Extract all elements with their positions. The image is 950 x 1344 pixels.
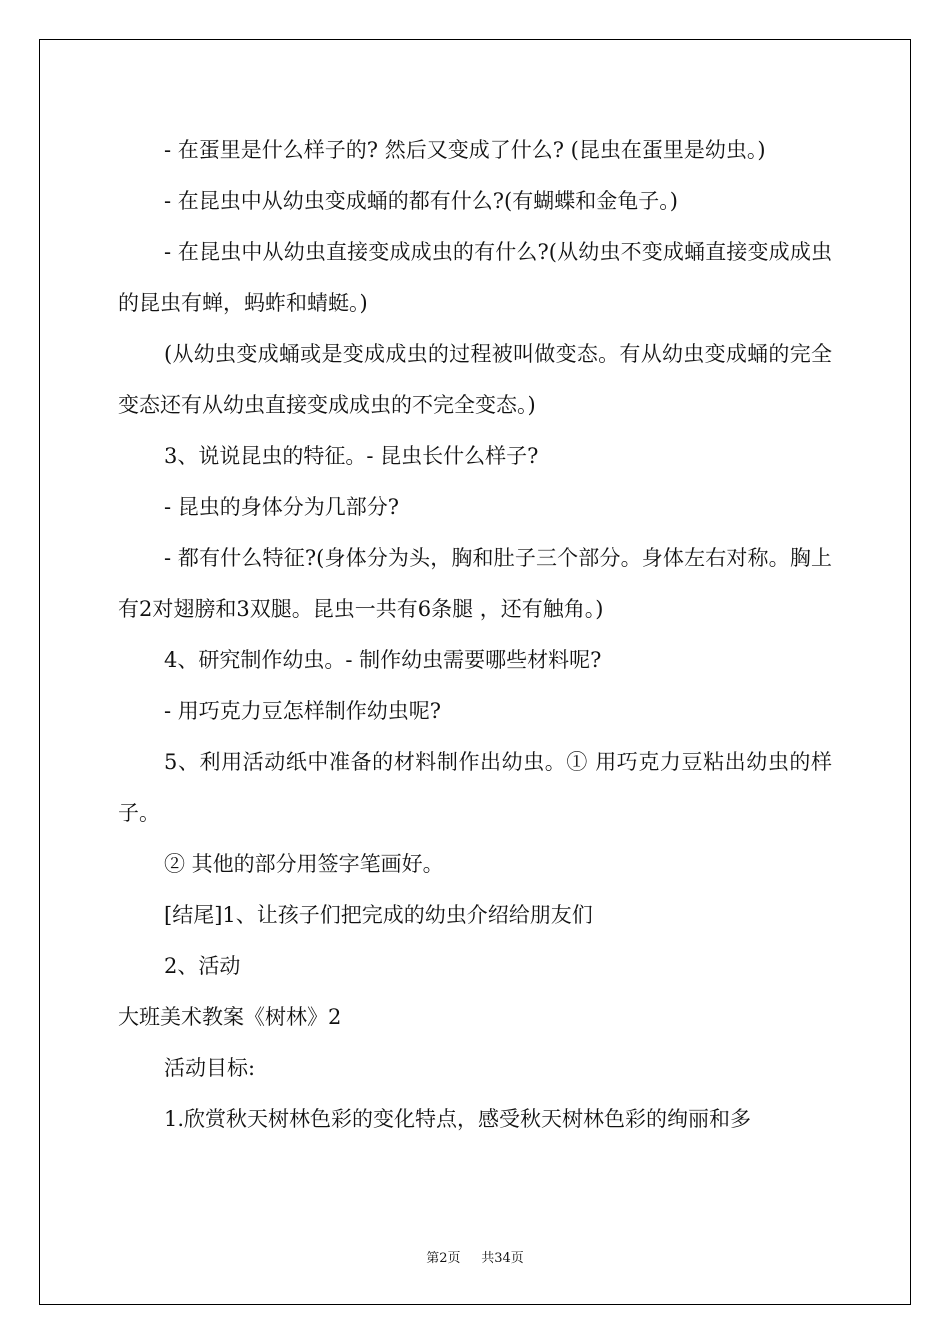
paragraph: (从幼虫变成蛹或是变成成虫的过程被叫做变态。有从幼虫变成蛹的完全变态还有从幼虫直接变成成虫的不完全变态。) — [118, 342, 832, 417]
paragraph: ② 其他的部分用签字笔画好。 — [164, 852, 444, 876]
paragraph: [结尾]1、让孩子们把完成的幼虫介绍给朋友们 — [164, 903, 593, 927]
document-body — [118, 125, 832, 1145]
section-title: 大班美术教案《树林》2 — [118, 1005, 342, 1029]
paragraph: - 昆虫的身体分为几部分? — [164, 495, 400, 519]
paragraph: 4、研究制作幼虫。- 制作幼虫需要哪些材料呢? — [164, 648, 602, 672]
paragraph: 5、利用活动纸中准备的材料制作出幼虫。① 用巧克力豆粘出幼虫的样子。 — [118, 750, 832, 825]
page-footer — [0, 1247, 950, 1266]
paragraph: - 在蛋里是什么样子的? 然后又变成了什么? (昆虫在蛋里是幼虫。) — [164, 138, 766, 162]
paragraph: 3、说说昆虫的特征。- 昆虫长什么样子? — [164, 444, 539, 468]
footer-spacer — [465, 1251, 477, 1266]
paragraph: - 都有什么特征?(身体分为头，胸和肚子三个部分。身体左右对称。胸上有2对翅膀和3双腿。昆虫一共有6条腿 ，还有触角。) — [118, 546, 832, 621]
paragraph: - 用巧克力豆怎样制作幼虫呢? — [164, 699, 442, 723]
paragraph: 1.欣赏秋天树林色彩的变化特点，感受秋天树林色彩的绚丽和多 — [164, 1107, 752, 1131]
paragraph: - 在昆虫中从幼虫直接变成成虫的有什么?(从幼虫不变成蛹直接变成成虫的昆虫有蝉，蚂蚱和蜻蜓。) — [118, 240, 832, 315]
paragraph: - 在昆虫中从幼虫变成蛹的都有什么?(有蝴蝶和金龟子。) — [164, 189, 678, 213]
paragraph: 活动目标: — [164, 1056, 256, 1080]
paragraph: 2、活动 — [164, 954, 241, 978]
total-pages: 共34页 — [481, 1251, 524, 1266]
page-number: 第2页 — [426, 1251, 461, 1266]
